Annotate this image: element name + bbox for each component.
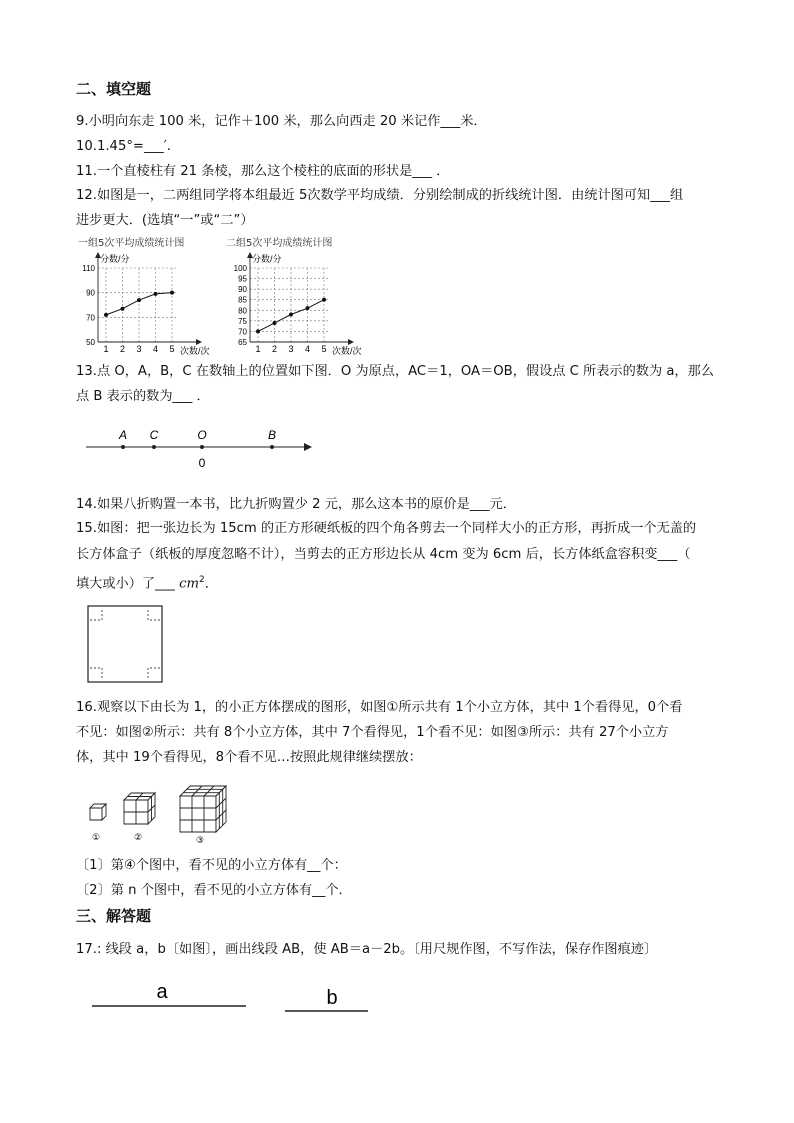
question-16-sub2: 〔2〕第 n 个图中，看不见的小立方体有__个．	[76, 883, 352, 898]
chart2-data-point	[322, 298, 326, 302]
chart1-ytick-label: 90	[86, 288, 95, 298]
chart1-ytick-label: 110	[82, 264, 95, 273]
point-c-dot	[152, 445, 156, 449]
chart1-xlabel: 次数/次	[180, 346, 210, 356]
chart1-data-point	[170, 291, 174, 295]
question-16-line1: 16.观察以下由长为 1，的小正方体摆成的图形，如图①所示共有 1个小立方体，其中 1个看得见，0个看	[76, 700, 683, 715]
question-12-line1: 12.如图是一，二两组同学将本组最近 5次数学平均成绩．分别绘制成的折线统计图．由统计图可知___组	[76, 188, 684, 203]
chart2-x-arrow	[348, 339, 354, 345]
chart2-ylabel: 分数/分	[252, 254, 282, 264]
chart2-data-point	[273, 321, 277, 325]
chart1-series-line	[106, 293, 172, 315]
cubes-figure	[82, 776, 242, 846]
question-11: 11.一个直棱柱有 21 条棱，那么这个棱柱的底面的形状是___ ．	[76, 164, 450, 179]
unit-exponent: 2	[199, 575, 205, 585]
chart2-xtick-label: 3	[288, 344, 294, 354]
chart2-title: 二组5次平均成绩统计图	[226, 238, 333, 249]
segment-a-label: a	[156, 981, 168, 1003]
chart1-data-point	[104, 313, 108, 317]
question-16-line2: 不见：如图②所示：共有 8个小立方体，其中 7个看得见，1个看不见：如图③所示：共有 27个小立方	[76, 725, 669, 740]
chart2-xtick-label: 5	[321, 344, 327, 354]
chart1-x-arrow	[196, 339, 202, 345]
chart2-data-point	[289, 313, 293, 317]
segments-figure	[88, 976, 378, 1020]
chart2-ytick-label: 75	[238, 316, 247, 326]
chart2-xtick-label: 2	[271, 344, 278, 354]
question-9: 9.小明向东走 100 米，记作＋100 米，那么向西走 20 米记作___米．	[76, 114, 487, 129]
question-12-line2: 进步更大．(选填“一”或“二”）	[76, 213, 254, 228]
chart1-data-point	[121, 307, 125, 311]
chart1-xtick-label: 4	[152, 344, 159, 354]
question-15-line3-text: 填大或小）了___	[76, 576, 180, 592]
chart2-ytick-label: 85	[238, 295, 247, 305]
question-15-line2: 长方体盒子（纸板的厚度忽略不计），当剪去的正方形边长从 4cm 变为 6cm 后，长方体纸盒容积变___（	[76, 547, 691, 562]
chart-group2	[224, 250, 374, 358]
question-15-line3	[76, 571, 218, 593]
fig-label-2: ②	[133, 832, 143, 842]
chart2-data-point	[306, 306, 310, 310]
chart2-ytick-label: 80	[238, 306, 247, 316]
question-14: 14.如果八折购置一本书，比九折购置少 2 元，那么这本书的原价是___元．	[76, 497, 516, 512]
chart1-data-point	[154, 292, 158, 296]
chart1-xtick-label: 3	[136, 344, 142, 354]
question-16-line3: 体，其中 19个看得见，8个看不见…按照此规律继续摆放：	[76, 750, 422, 765]
question-17: 17.: 线段 a，b〔如图〕，画出线段 AB，使 AB＝a－2b。〔用尺规作图，不写作法，保存作图痕迹〕	[76, 942, 658, 957]
chart2-xlabel: 次数/次	[332, 346, 362, 356]
chart2-ytick-label: 95	[238, 274, 247, 284]
chart-group1	[72, 250, 222, 358]
section-title-answer: 三、解答题	[76, 907, 152, 925]
chart1-xtick-label: 5	[169, 344, 175, 354]
unit-cm: cm	[179, 576, 200, 592]
question-16-sub1: 〔1〕第④个图中，看不见的小立方体有__个：	[76, 858, 347, 873]
chart1-title: 一组5次平均成绩统计图	[78, 238, 185, 249]
point-b-dot	[270, 445, 274, 449]
point-o-label: O	[197, 428, 207, 442]
number-line-arrow	[304, 443, 312, 451]
chart2-ytick-label: 100	[233, 264, 247, 273]
chart2-ytick-label: 65	[238, 338, 247, 347]
segment-b-label: b	[326, 987, 338, 1009]
chart1-xtick-label: 2	[119, 344, 126, 354]
zero-label: 0	[198, 456, 206, 470]
question-13-line1: 13.点 O，A，B，C 在数轴上的位置如下图．O 为原点，AC＝1，OA＝OB，假设点 C 所表示的数为 a，那么	[76, 364, 714, 379]
question-10: 10.1.45°=___′.	[76, 139, 171, 154]
question-15-line1: 15.如图：把一张边长为 15cm 的正方形硬纸板的四个角各剪去一个同样大小的正方形，再折成一个无盖的	[76, 521, 697, 536]
chart1-data-point	[137, 298, 141, 302]
chart1-ylabel: 分数/分	[100, 254, 130, 264]
point-o-dot	[200, 445, 204, 449]
chart2-ytick-label: 90	[238, 285, 247, 295]
fig-label-1: ①	[91, 832, 101, 842]
chart2-xtick-label: 4	[304, 344, 311, 354]
section-title-fill-in: 二、填空题	[76, 80, 152, 98]
point-a-label: A	[118, 428, 128, 442]
chart2-ytick-label: 70	[238, 327, 247, 337]
cardboard-square-figure	[86, 604, 166, 686]
chart2-xtick-label: 1	[255, 344, 261, 354]
chart2-data-point	[256, 329, 260, 333]
chart1-ytick-label: 50	[86, 338, 95, 347]
question-13-line2: 点 B 表示的数为___ ．	[76, 389, 210, 404]
number-line-figure	[82, 425, 314, 475]
point-b-label: B	[267, 428, 277, 442]
point-c-label: C	[149, 428, 159, 442]
chart1-ytick-label: 70	[86, 313, 95, 323]
chart1-xtick-label: 1	[103, 344, 109, 354]
question-15-line3-end: ．	[204, 576, 218, 592]
fig-label-3: ③	[195, 835, 205, 845]
point-a-dot	[121, 445, 125, 449]
